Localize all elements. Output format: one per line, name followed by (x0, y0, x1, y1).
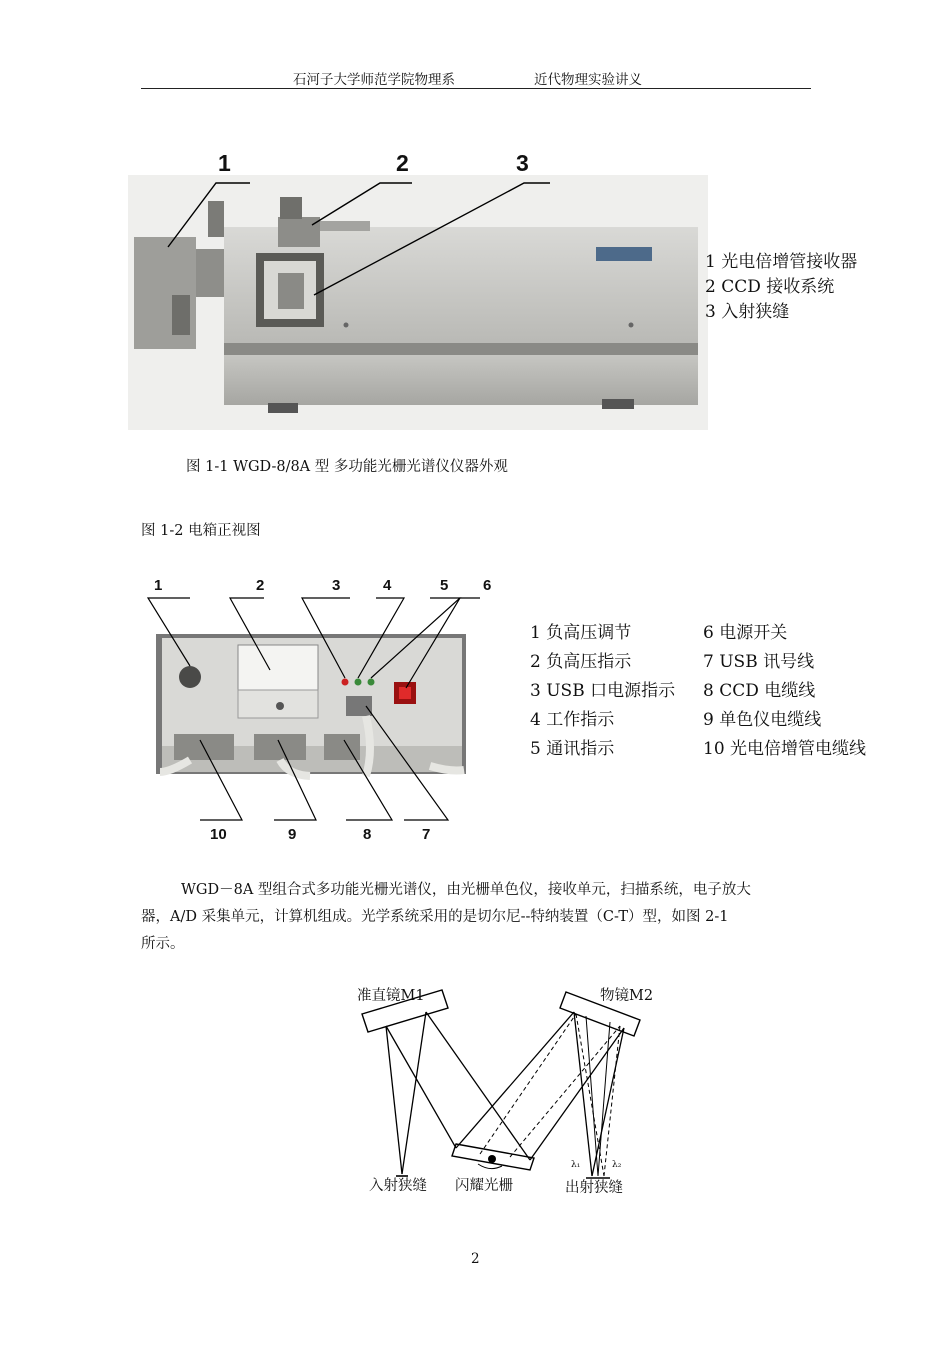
callout-1: 1 (218, 150, 231, 176)
box-callout-2: 2 (256, 577, 265, 594)
legend-item: 3 USB 口电源指示 (530, 681, 676, 701)
callout-3: 3 (516, 150, 529, 176)
header-left: 石河子大学师范学院物理系 (293, 72, 455, 88)
body-paragraph (141, 877, 813, 958)
box-callout-7: 7 (422, 826, 431, 843)
lambda2-label: λ₂ (612, 1160, 622, 1170)
entrance-slit-label: 入射狭缝 (369, 1178, 427, 1194)
figure2-legend-right (703, 619, 866, 764)
legend-item: 1 光电倍增管接收器 (705, 252, 858, 272)
legend-item: 2 CCD 接收系统 (705, 277, 835, 297)
legend-item: 5 通讯指示 (530, 739, 615, 759)
legend-item: 9 单色仪电缆线 (703, 710, 822, 730)
spectrometer-photo (128, 145, 708, 430)
legend-item: 7 USB 讯号线 (703, 652, 815, 672)
paragraph-line: WGD－8A 型组合式多功能光栅光谱仪，由光栅单色仪，接收单元，扫描系统，电子放大 (181, 882, 751, 898)
mirror2-label: 物镜M2 (600, 988, 654, 1004)
grating-label: 闪耀光栅 (455, 1178, 513, 1194)
header-right: 近代物理实验讲义 (534, 72, 642, 88)
box-callout-10: 10 (210, 826, 227, 843)
box-callout-1: 1 (154, 577, 163, 594)
legend-item: 4 工作指示 (530, 710, 615, 730)
paragraph-line: 器，A/D 采集单元，计算机组成。光学系统采用的是切尔尼--特纳装置（C-T）型，如图 2-1 (141, 909, 729, 925)
box-callout-3: 3 (332, 577, 341, 594)
exit-slit-label: 出射狭缝 (565, 1180, 623, 1196)
box-callout-6: 6 (483, 577, 492, 594)
legend-item: 6 电源开关 (703, 623, 788, 643)
box-callout-4: 4 (383, 577, 392, 594)
page-header (141, 66, 811, 89)
legend-item: 8 CCD 电缆线 (703, 681, 816, 701)
legend-item: 10 光电倍增管电缆线 (703, 739, 867, 759)
electrical-box-photo (130, 590, 480, 825)
figure1-caption: 图 1-1 WGD-8/8A 型 多功能光栅光谱仪仪器外观 (186, 459, 508, 475)
figure2-title: 图 1-2 电箱正视图 (141, 523, 261, 539)
lambda1-label: λ₁ (571, 1160, 581, 1170)
callout-2: 2 (396, 150, 409, 176)
box-callout-9: 9 (288, 826, 297, 843)
legend-item: 1 负高压调节 (530, 623, 632, 643)
legend-item: 3 入射狭缝 (705, 302, 790, 322)
legend-item: 2 负高压指示 (530, 652, 632, 672)
box-callout-8: 8 (363, 826, 372, 843)
mirror1-label: 准直镜M1 (357, 988, 425, 1004)
paragraph-line: 所示。 (141, 936, 185, 952)
page-number: 2 (471, 1251, 480, 1267)
figure2-legend-left (530, 619, 675, 764)
box-callout-5: 5 (440, 577, 449, 594)
figure1-legend (705, 250, 857, 325)
